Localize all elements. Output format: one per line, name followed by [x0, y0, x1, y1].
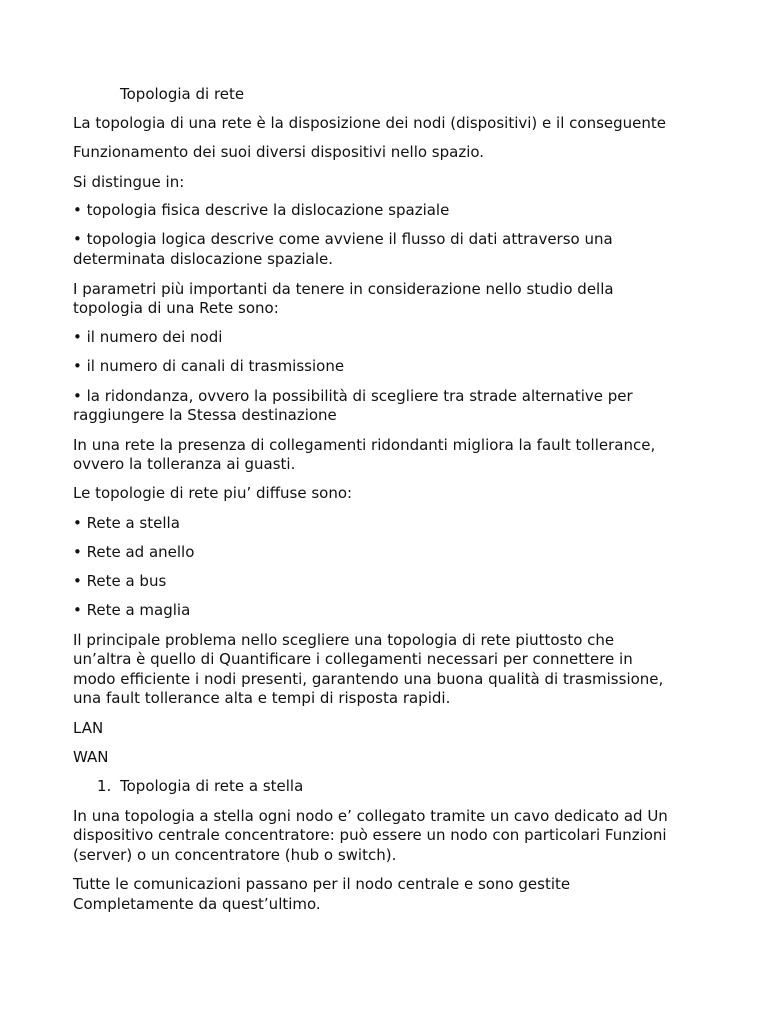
paragraph-line: raggiungere la Stessa destinazione — [73, 406, 337, 424]
paragraph-line: LAN — [73, 719, 104, 737]
bullet-item: • Rete ad anello — [73, 543, 195, 561]
paragraph-line: Le topologie di rete piu’ diffuse sono: — [73, 484, 353, 502]
bullet-item: • Rete a maglia — [73, 601, 191, 619]
paragraph-line: In una rete la presenza di collegamenti ridondanti migliora la fault tollerance, — [73, 436, 656, 454]
paragraph-line: Funzionamento dei suoi diversi dispositivi nello spazio. — [73, 143, 485, 161]
paragraph-line: (server) o un concentratore (hub o switch). — [73, 846, 397, 864]
bullet-item: • la ridondanza, ovvero la possibilità di scegliere tra strade alternative per — [73, 387, 633, 405]
paragraph-line: Completamente da quest’ultimo. — [73, 895, 321, 913]
paragraph-line: ovvero la tolleranza ai guasti. — [73, 455, 296, 473]
paragraph-line: Tutte le comunicazioni passano per il nodo centrale e sono gestite — [73, 875, 571, 893]
bullet-item: • il numero di canali di trasmissione — [73, 357, 345, 375]
bullet-item: • il numero dei nodi — [73, 328, 223, 346]
bullet-item: • topologia logica descrive come avviene il flusso di dati attraverso una — [73, 230, 613, 248]
paragraph-line: Il principale problema nello scegliere una topologia di rete piuttosto che — [73, 631, 615, 649]
numbered-item-number: 1. — [97, 777, 112, 795]
paragraph-line: una fault tollerance alta e tempi di risposta rapidi. — [73, 689, 451, 707]
paragraph-line: un’altra è quello di Quantificare i collegamenti necessari per connettere in — [73, 650, 633, 668]
bullet-item: • topologia fisica descrive la dislocazione spaziale — [73, 201, 450, 219]
paragraph-line: topologia di una Rete sono: — [73, 299, 279, 317]
paragraph-line: WAN — [73, 748, 109, 766]
numbered-item-text: Topologia di rete a stella — [120, 777, 304, 795]
paragraph-line: modo efficiente i nodi presenti, garantendo una buona qualità di trasmissione, — [73, 670, 664, 688]
paragraph-line: dispositivo centrale concentratore: può essere un nodo con particolari Funzioni — [73, 826, 667, 844]
paragraph-line: I parametri più importanti da tenere in considerazione nello studio della — [73, 280, 614, 298]
document-title: Topologia di rete — [120, 85, 245, 103]
bullet-item: • Rete a bus — [73, 572, 167, 590]
paragraph-line: Si distingue in: — [73, 173, 185, 191]
bullet-item: • Rete a stella — [73, 514, 180, 532]
paragraph-line: La topologia di una rete è la disposizione dei nodi (dispositivi) e il conseguente — [73, 114, 666, 132]
paragraph-line: In una topologia a stella ogni nodo e’ collegato tramite un cavo dedicato ad Un — [73, 807, 668, 825]
paragraph-line: determinata dislocazione spaziale. — [73, 250, 334, 268]
